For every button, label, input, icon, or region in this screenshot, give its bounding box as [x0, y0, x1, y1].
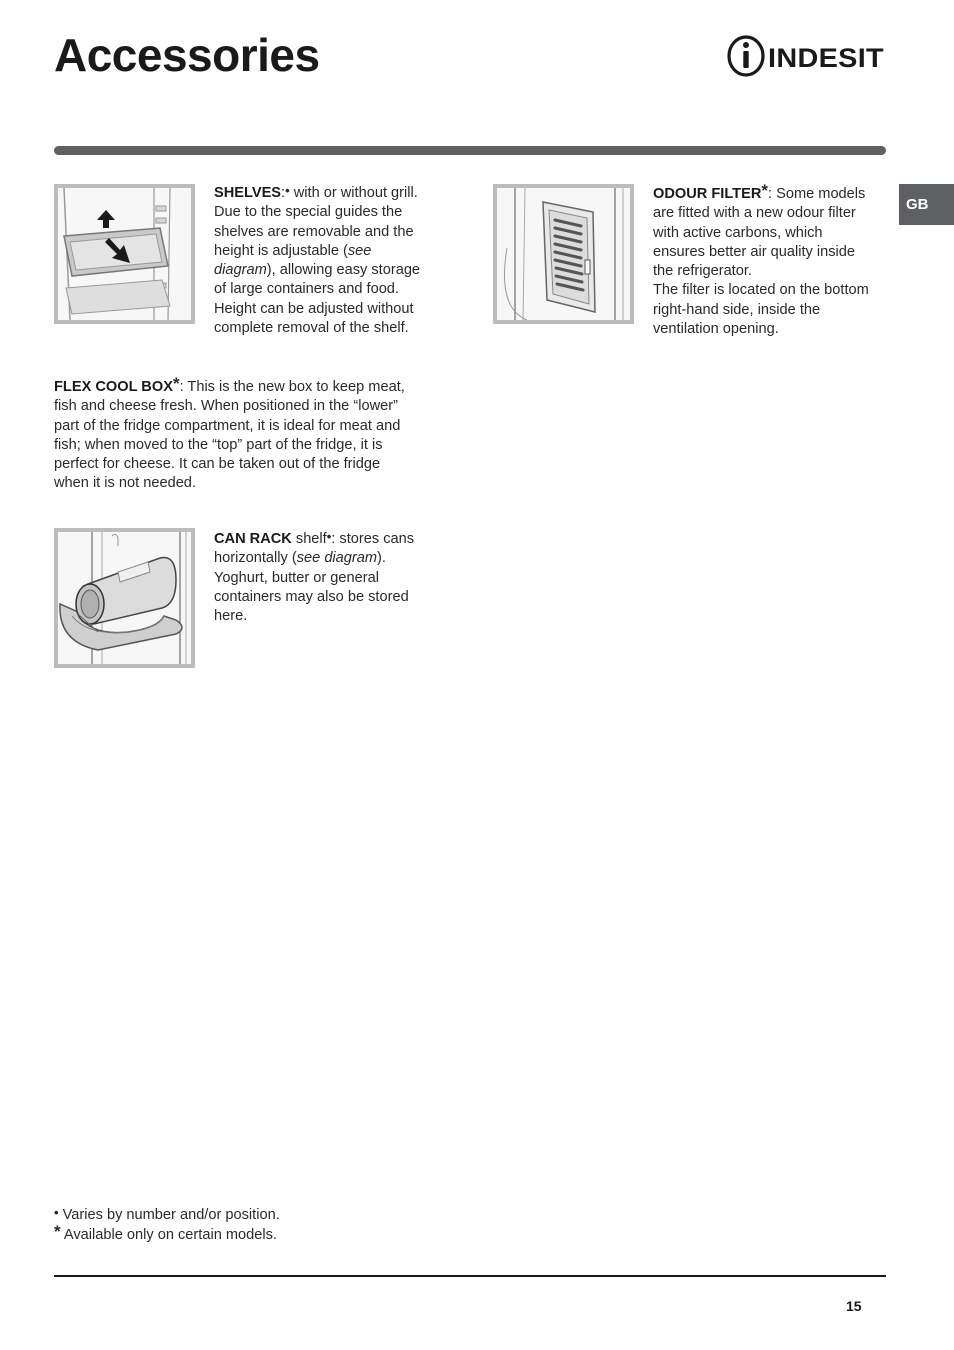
asterisk-marker: *: [172, 374, 180, 393]
odour-filter-description: ODOUR FILTER*: Some models are fitted with a new odour filter with active carbons, which ensures better air quality inside the refrigerator. The filter is located on the bottom right-hand side, inside the ventilation opening.: [653, 181, 869, 338]
footer-divider: [54, 1275, 886, 1277]
brand-wordmark: INDESIT: [768, 43, 885, 73]
shelves-heading: SHELVES: [214, 185, 282, 201]
flex-cool-box-description: FLEX COOL BOX*: This is the new box to keep meat, fish and cheese fresh. When positioned in the “lower” part of the fridge compartment, it is ideal for meat and fish; when moved to the “top” part of the fridge, it is perfect for cheese. It can be taken out of the fridge when it is not needed.: [54, 374, 405, 492]
page-title: Accessories: [54, 29, 320, 81]
footnote-certain-models: * Available only on certain models.: [54, 1222, 277, 1243]
bullet-marker: •: [285, 183, 290, 198]
odour-filter-heading: ODOUR FILTER: [653, 186, 762, 202]
bullet-marker: •: [54, 1205, 59, 1220]
shelves-illustration: [54, 184, 195, 324]
language-tab: GB: [899, 184, 954, 225]
can-rack-heading: CAN RACK: [214, 531, 292, 547]
bullet-marker: •: [326, 529, 332, 544]
asterisk-marker: *: [54, 1222, 61, 1241]
header-divider-bar: [54, 146, 886, 155]
flex-cool-box-heading: FLEX COOL BOX: [54, 379, 173, 395]
footnote-varies: • Varies by number and/or position.: [54, 1205, 280, 1223]
page-number: 15: [846, 1298, 862, 1314]
asterisk-marker: *: [761, 181, 768, 200]
shelves-description: SHELVES:• with or without grill. Due to the special guides the shelves are removable and the height is adjustable (see diagram), allowing easy storage of large containers and food. Height can be adjusted without complete removal of the shelf.: [214, 183, 421, 337]
indesit-logo: [726, 34, 886, 78]
odour-filter-illustration: [493, 184, 634, 324]
can-rack-description: CAN RACK shelf•: stores cans horizontally (see diagram). Yoghurt, butter or general containers may also be stored here.: [214, 529, 415, 625]
can-rack-illustration: [54, 528, 195, 668]
